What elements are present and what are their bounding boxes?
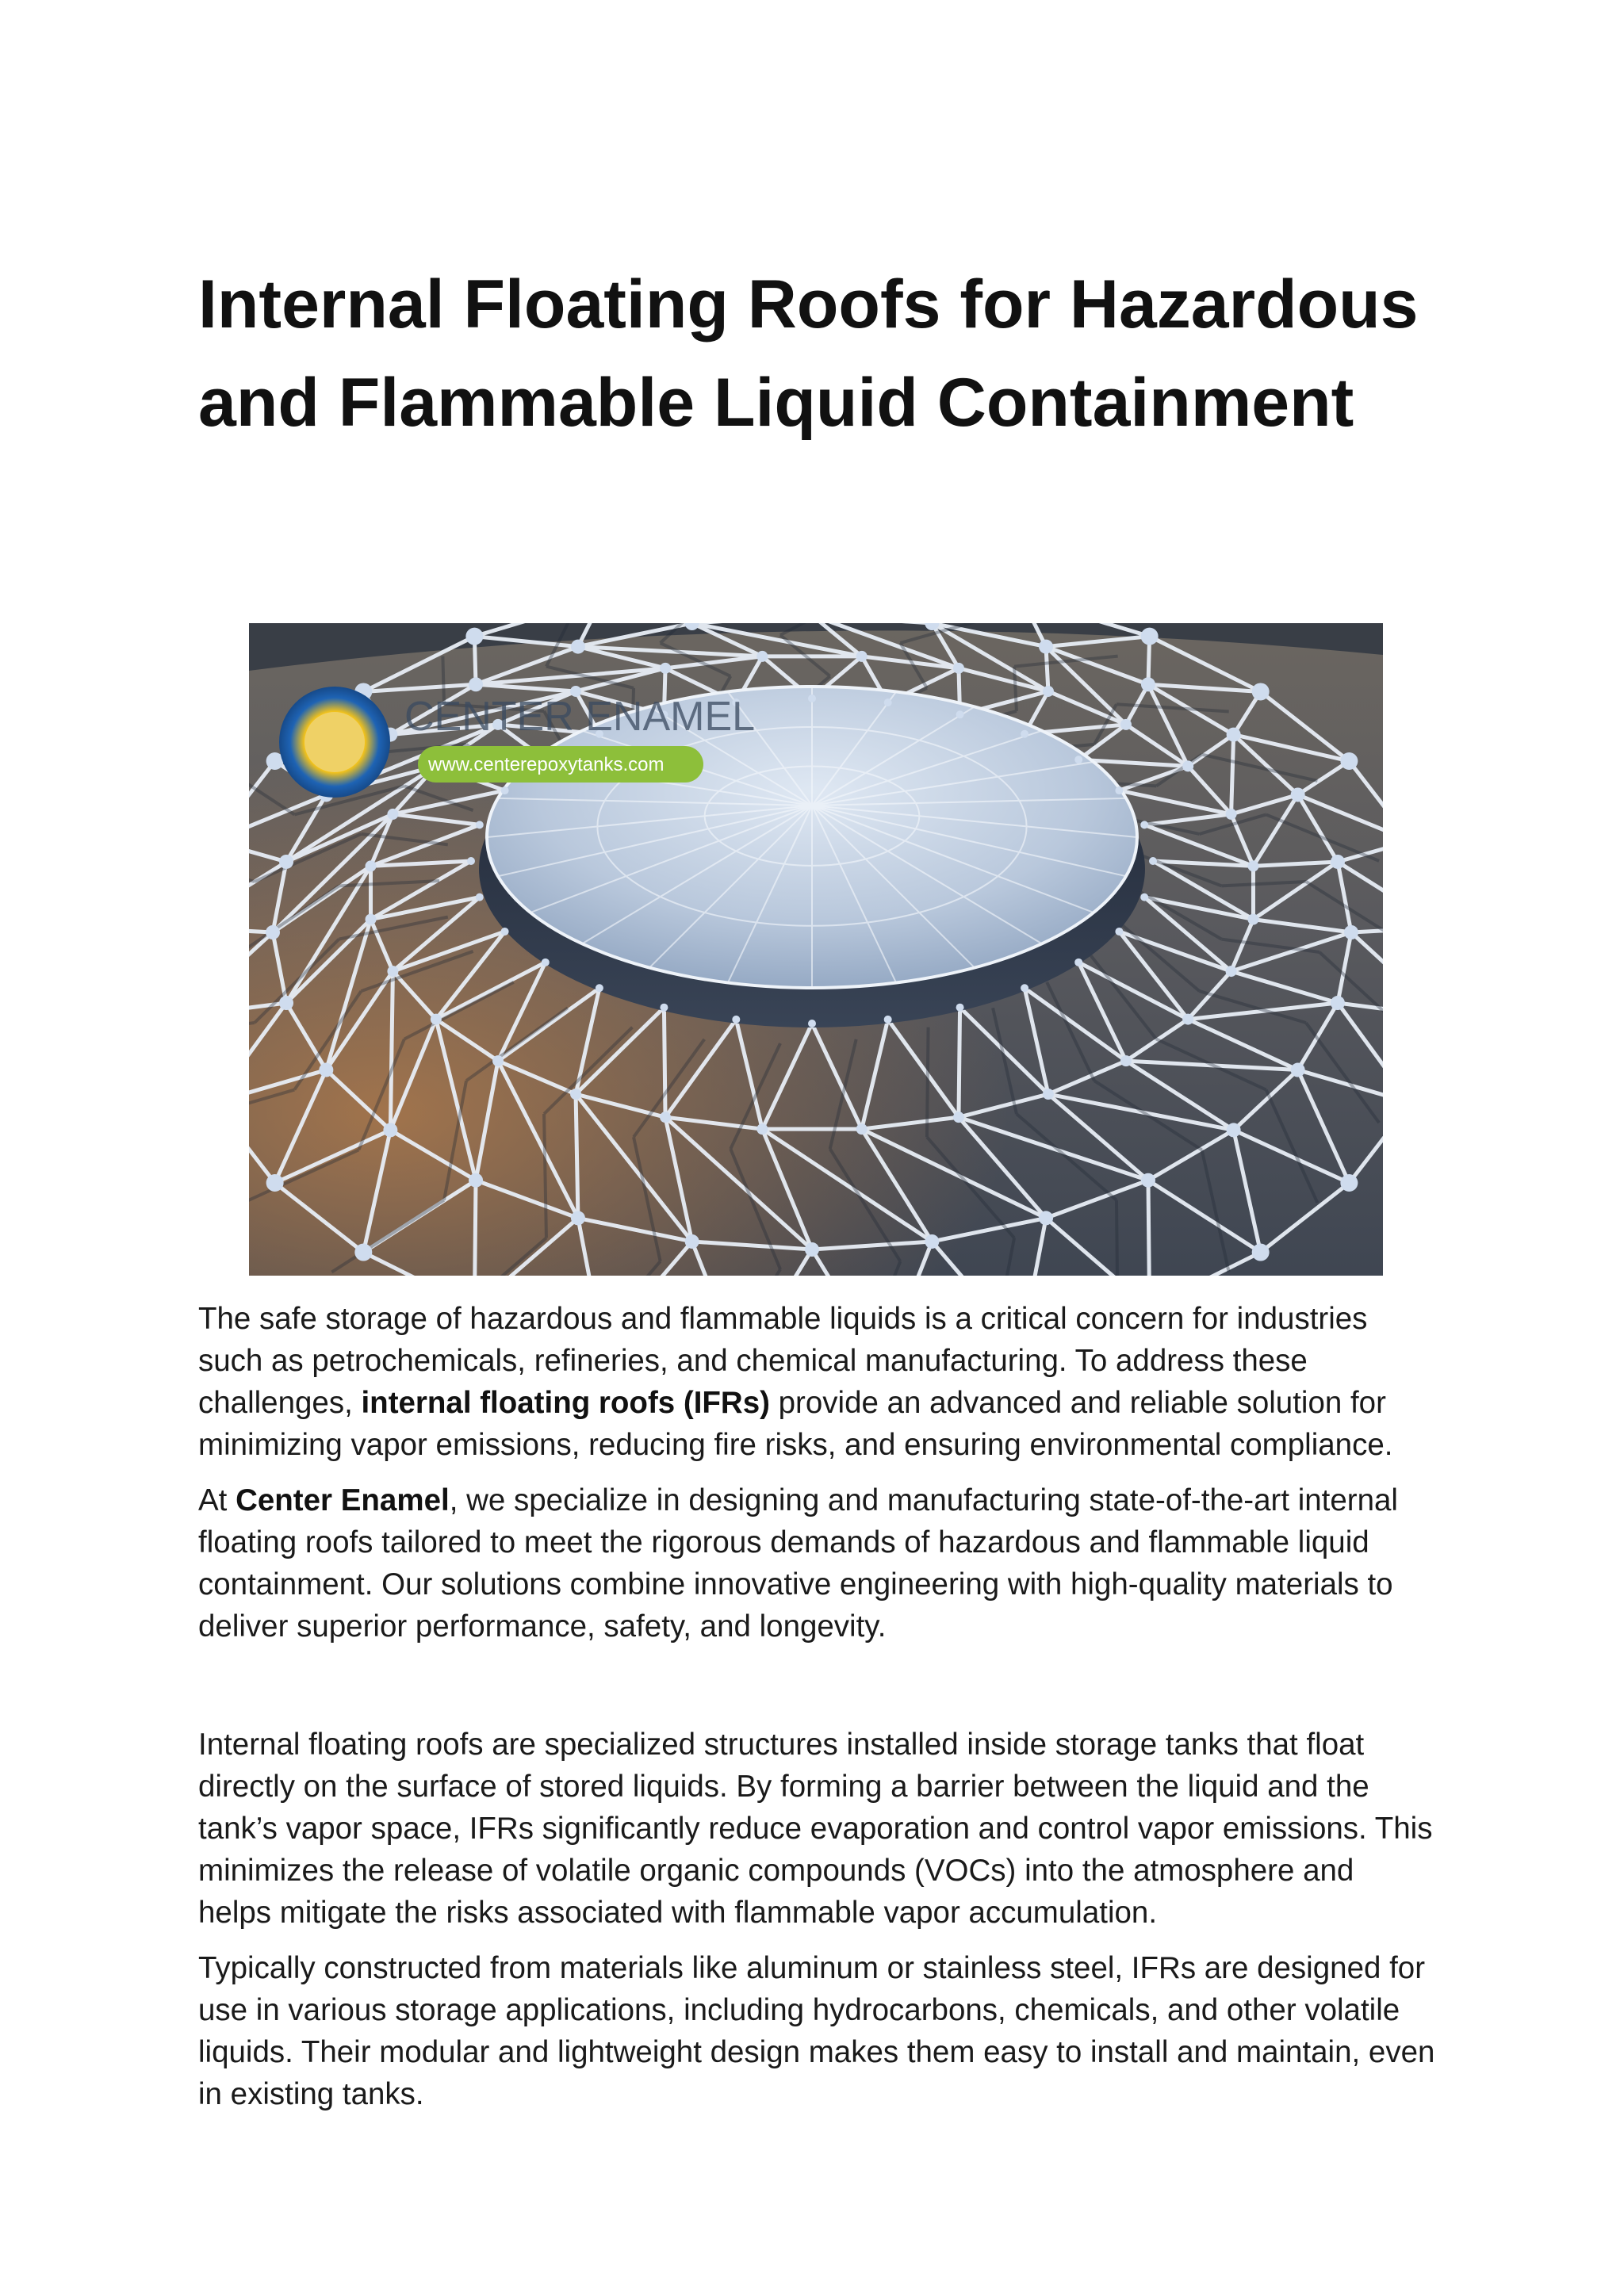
definition-paragraph: Internal floating roofs are specialized structures installed inside storage tanks that float directly on the surface of stored liquids. By forming a barrier between the liquid and the tank’s vapor space, IFRs significantly reduce evaporation and control vapor emissions. This minimizes the release of volatile organic compounds (VOCs) into the atmosphere and helps mitigate the risks associated with flammable vapor accumulation. [198,1728,1433,1930]
company-name: Center Enamel [236,1483,450,1517]
ifr-term: internal floating roofs (IFRs) [361,1386,770,1420]
logo-text: CENTER ENAMEL [404,694,756,740]
company-paragraph: At Center Enamel, we specialize in designing and manufacturing state-of-the-art internal floating roofs tailored to meet the rigorous demands of hazardous and flammable liquid containment. Our solutions combine innovative engineering with high-quality materials to deliver superior performance, safety, and longevity. [198,1483,1398,1644]
intro-paragraph: The safe storage of hazardous and flammable liquids is a critical concern for industries such as petrochemicals, refineries, and chemical manufacturing. To address these challenges, internal floating roofs (IFRs) provide an advanced and reliable solution for minimizing vapor emissions, reducing fire risks, and ensuring environmental compliance. [198,1302,1393,1462]
floating-roof-photo [249,623,1383,1276]
materials-paragraph: Typically constructed from materials like aluminum or stainless steel, IFRs are designed for use in various storage applications, including hydrocarbons, chemicals, and other volatile liquids. Their modular and lightweight design makes them easy to install and maintain, even in existing tanks. [198,1951,1435,2111]
page-title: Internal Floating Roofs for Hazardous and Flammable Liquid Containment [198,266,1419,441]
url-text: www.centerepoxytanks.com [428,754,665,775]
